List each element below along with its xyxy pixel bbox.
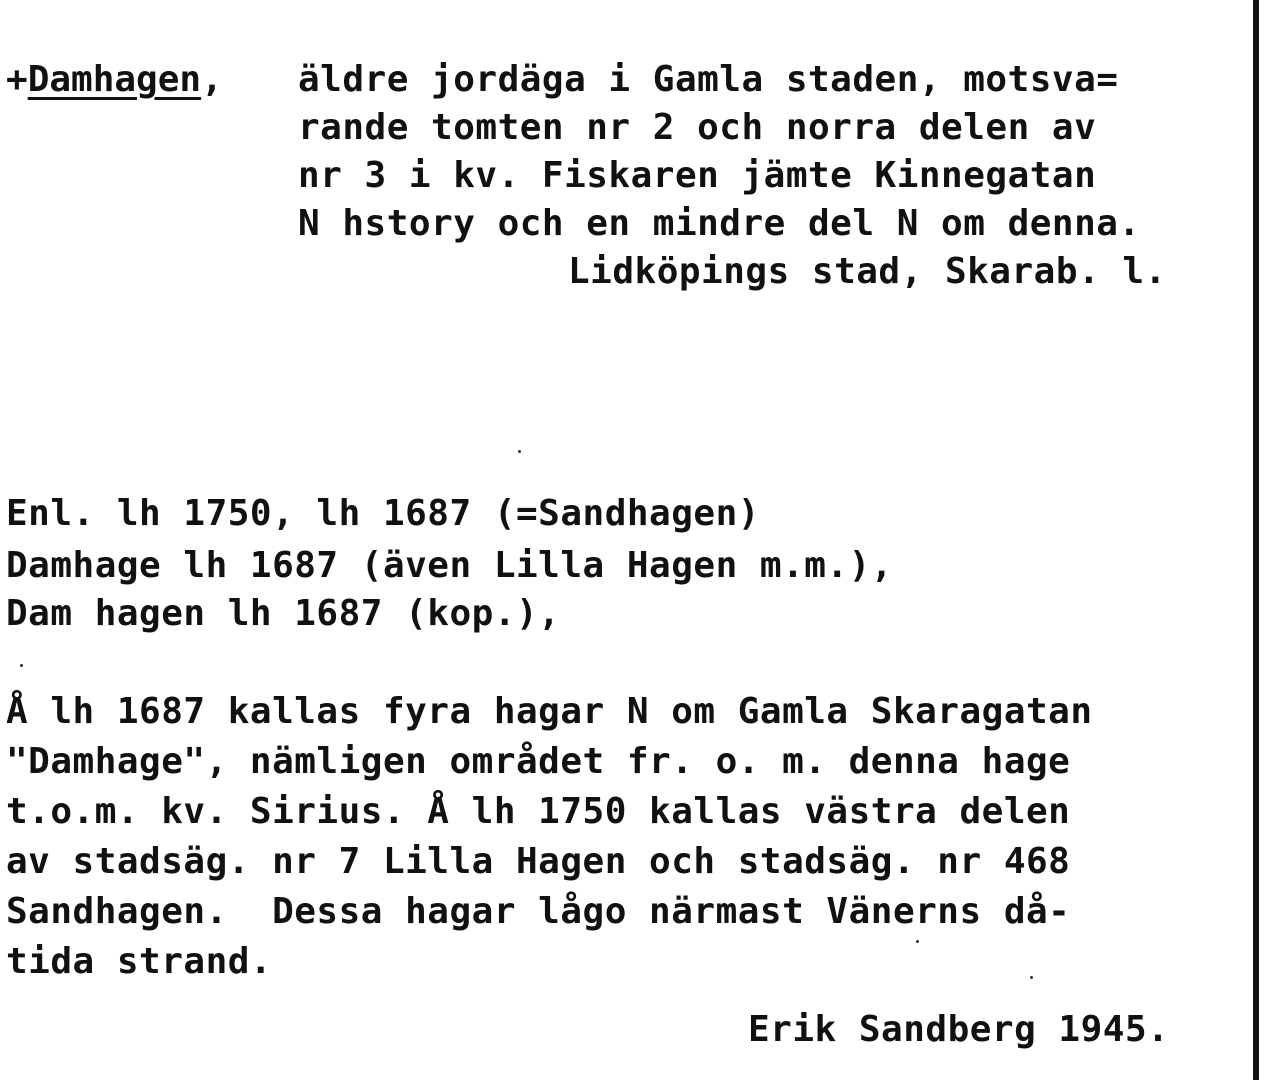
- definition-line-2: rande tomten nr 2 och norra delen av: [298, 107, 1097, 148]
- headword-suffix: ,: [201, 59, 223, 100]
- signature: Erik Sandberg 1945.: [748, 1009, 1170, 1050]
- definition-line-3: nr 3 i kv. Fiskaren jämte Kinnegatan: [298, 155, 1097, 196]
- definition-line-1: äldre jordäga i Gamla staden, motsva=: [298, 59, 1119, 100]
- commentary-line-4: av stadsäg. nr 7 Lilla Hagen och stadsäg. nr 468: [6, 841, 1071, 882]
- card-right-edge: [1253, 0, 1259, 1080]
- attestation-line-2: Damhage lh 1687 (även Lilla Hagen m.m.),: [6, 545, 893, 586]
- commentary-line-3: t.o.m. kv. Sirius. Å lh 1750 kallas västra delen: [6, 791, 1071, 832]
- scan-speck: [916, 940, 919, 943]
- commentary-line-6: tida strand.: [6, 941, 273, 982]
- scan-speck: [518, 450, 521, 453]
- headword-name: Damhagen: [27, 59, 202, 100]
- attestation-line-3: Dam hagen lh 1687 (kop.),: [6, 593, 561, 634]
- commentary-line-1: Å lh 1687 kallas fyra hagar N om Gamla Skaragatan: [6, 691, 1093, 732]
- definition-line-4: N hstory och en mindre del N om denna.: [298, 203, 1141, 244]
- location-line: Lidköpings stad, Skarab. l.: [568, 251, 1167, 292]
- headword-prefix: +: [6, 59, 28, 100]
- attestation-line-1: Enl. lh 1750, lh 1687 (=Sandhagen): [6, 493, 760, 534]
- commentary-line-5: Sandhagen. Dessa hagar lågo närmast Vänerns då-: [6, 891, 1071, 932]
- scan-speck: [1030, 976, 1033, 979]
- headword: [6, 56, 223, 104]
- commentary-line-2: "Damhage", nämligen området fr. o. m. denna hage: [6, 741, 1071, 782]
- scan-speck: [20, 664, 23, 667]
